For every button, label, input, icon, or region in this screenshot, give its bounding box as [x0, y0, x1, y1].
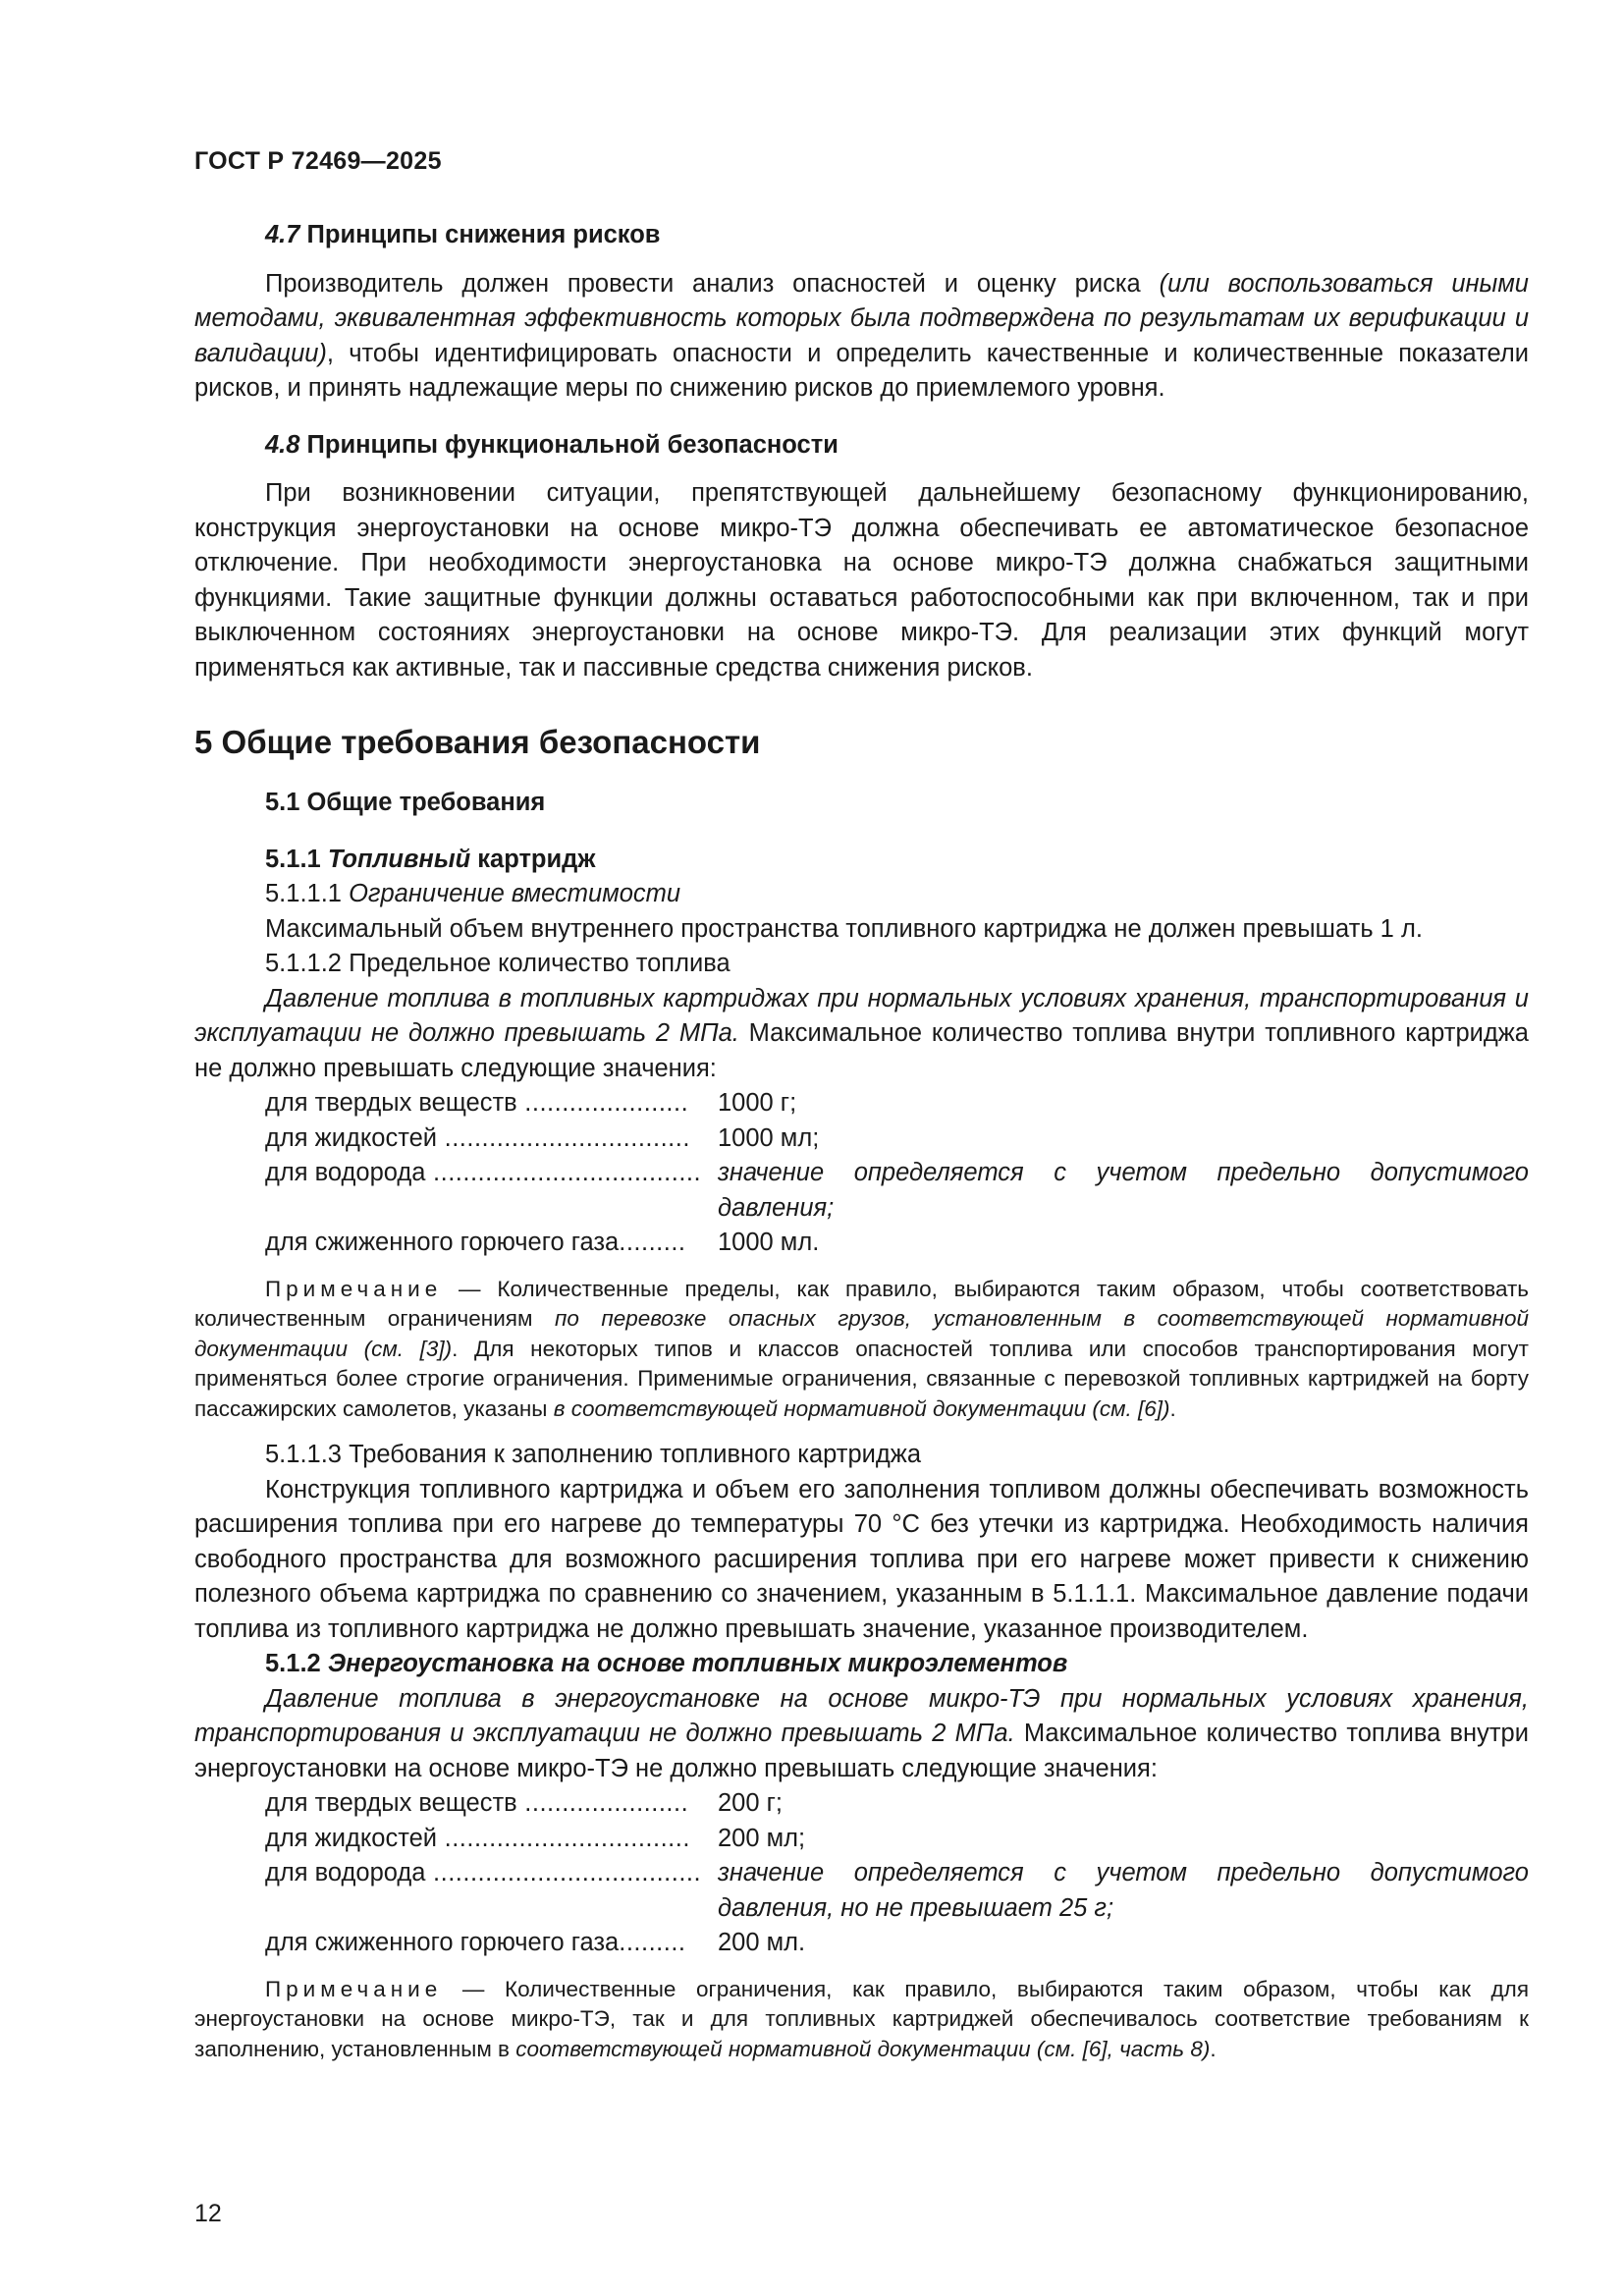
list-item-label: для твердых веществ [265, 1789, 517, 1817]
list-item [194, 1156, 1529, 1226]
section-5-1-1-2-heading: 5.1.1.2 Предельное количество топлива [265, 950, 730, 977]
italic-text-run: по перевозке опасных грузов, установленным в соответствующей нормативной документации (см. [3]) [194, 1306, 1529, 1361]
text-run: Максимальное количество топлива внутри энергоустановки на основе микро-ТЭ не должно превышать следующие значения: [194, 1720, 1529, 1782]
italic-text-run: (или воспользоваться иными методами, эквивалентная эффективность которых была подтверждена по результатам их верификации и валидации) [194, 269, 1529, 367]
leader-dots: ................................. [437, 1824, 690, 1852]
italic-text-run: в соответствующей нормативной документации (см. [6]) [553, 1395, 1170, 1421]
section-5-1-1-3-paragraph: Конструкция топливного картриджа и объем его заполнения топливом должны обеспечивать возможность расширения топлива при его нагреве до температуры 70 °С без утечки из картриджа. Необходимость наличия свободного пространства для возможного расширения топлива при его нагреве может привести к снижению полезного объема картриджа по сравнению со значением, указанным в 5.1.1.1. Максимальное давление подачи топлива из топливного картриджа не должно превышать значение, указанное производителем. [194, 1475, 1529, 1643]
page-number: 12 [194, 2200, 222, 2227]
section-5-1-1-heading [194, 843, 1529, 878]
section-5-1-1-2-paragraph [194, 982, 1529, 1087]
list-item [194, 1786, 1529, 1822]
list-item-label: для водорода [265, 1159, 426, 1186]
text-run: . [1210, 2036, 1217, 2061]
text-run: — Количественные ограничения, как правило, выбираются таким образом, чтобы как для энергоустановки на основе микро-ТЭ, так и для топливных картриджей обеспечивалось соответствие требованиям к заполнению, установленным в [194, 1976, 1529, 2061]
list-item-value: 200 г; [718, 1789, 784, 1817]
text-run: картридж [470, 845, 596, 873]
leader-dots: ...................... [516, 1089, 689, 1117]
list-item-value: 1000 мл; [718, 1123, 820, 1152]
list-item-value: значение определяется с учетом предельно допустимого давления, но не превышает 25 г; [718, 1859, 1529, 1922]
list-item-label: для сжиженного горючего газа [265, 1229, 620, 1256]
section-5-1-2-heading [194, 1647, 1529, 1682]
text-run: Максимальное количество топлива внутри топливного картриджа не должно превышать следующие значения: [194, 1019, 1529, 1082]
section-5-1-1-1-paragraph: Максимальный объем внутреннего пространства топливного картриджа не должен превышать 1 л. [265, 914, 1423, 943]
list-item-value: 1000 мл. [718, 1229, 820, 1256]
text-run: Производитель должен провести анализ опасностей и оценку риска [265, 269, 1160, 298]
list-item-label: для сжиженного горючего газа [265, 1929, 620, 1956]
list-item-label: для жидкостей [265, 1123, 438, 1152]
section-5-1-2-paragraph [194, 1682, 1529, 1787]
list-item [194, 1121, 1529, 1157]
fuel-limits-list-cartridge [194, 1086, 1529, 1261]
section-number: 5.1.1.1 [265, 880, 350, 907]
note-label: Примечание [265, 1276, 443, 1301]
section-number: 4.7 [265, 221, 300, 248]
note-label: Примечание [265, 1976, 443, 2001]
italic-text-run: Давление топлива в энергоустановке на основе микро-ТЭ при нормальных условиях хранения, транспортирования и эксплуатации не должно превышать 2 МПа. [194, 1684, 1529, 1747]
fuel-limits-list-power-unit [194, 1786, 1529, 1961]
leader-dots: ......... [619, 1229, 686, 1256]
text-run: , чтобы идентифицировать опасности и определить качественные и количественные показатели рисков, и принять надлежащие меры по снижению рисков до приемлемого уровня. [194, 339, 1529, 402]
leader-dots: ...................... [516, 1789, 689, 1817]
italic-text-run: Давление топлива в топливных картриджах при нормальных условиях хранения, транспортирования и эксплуатации не должно превышать 2 МПа. [194, 984, 1529, 1047]
document-header: ГОСТ Р 72469—2025 [194, 147, 442, 175]
section-5-1-1-3-heading: 5.1.1.3 Требования к заполнению топливного картриджа [265, 1441, 922, 1468]
page-content [194, 218, 1529, 2064]
text-run: — Количественные пределы, как правило, выбираются таким образом, чтобы соответствовать количественным ограничениям [194, 1276, 1529, 1331]
section-number: 4.8 [265, 430, 300, 459]
leader-dots: .................................... [425, 1859, 702, 1886]
italic-text-run: Ограничение вместимости [349, 880, 681, 907]
section-4-8-heading [194, 428, 1529, 464]
section-5-1-1-1-heading [194, 877, 1529, 912]
list-item-value: 200 мл; [718, 1824, 806, 1852]
note-2 [194, 1975, 1529, 2065]
section-4-7-heading [194, 218, 1529, 253]
leader-dots: ................................. [437, 1123, 690, 1152]
section-title: Принципы функциональной безопасности [299, 430, 839, 459]
leader-dots: .................................... [425, 1159, 702, 1186]
section-number: 5.1.2 [265, 1650, 328, 1677]
list-item [194, 1086, 1529, 1121]
list-item-label: для твердых веществ [265, 1089, 517, 1117]
section-4-8-paragraph: При возникновении ситуации, препятствующей дальнейшему безопасному функционированию, конструкция энергоустановки на основе микро-ТЭ должна обеспечивать ее автоматическое безопасное отключение. При необходимости энергоустановка на основе микро-ТЭ должна снабжаться защитными функциями. Такие защитные функции должны оставаться работоспособными как при включенном, так и при выключенном состояниях энергоустановки на основе микро-ТЭ. Для реализации этих функций могут применяться как активные, так и пассивные средства снижения рисков. [194, 479, 1529, 682]
list-item-value: значение определяется с учетом предельно допустимого давления; [718, 1159, 1529, 1222]
list-item [194, 1926, 1529, 1961]
list-item-label: для водорода [265, 1859, 426, 1886]
leader-dots: ......... [619, 1929, 686, 1956]
list-item-value: 200 мл. [718, 1929, 806, 1956]
text-run: . [1169, 1395, 1176, 1421]
section-title: Принципы снижения рисков [299, 221, 661, 248]
text-run: . Для некоторых типов и классов опасностей топлива или способов транспортирования могут применяться более строгие ограничения. Применимые ограничения, связанные с перевозкой топливных картриджей на борту пассажирских самолетов, указаны [194, 1336, 1529, 1421]
section-number: 5.1.1 [265, 845, 328, 873]
italic-text-run: соответствующей нормативной документации (см. [6], часть 8) [515, 2036, 1211, 2061]
list-item-value: 1000 г; [718, 1089, 797, 1117]
list-item [194, 1856, 1529, 1926]
list-item-label: для жидкостей [265, 1824, 438, 1852]
italic-text-run: Энергоустановка на основе топливных микроэлементов [327, 1650, 1068, 1677]
section-5-1-heading: 5.1 Общие требования [265, 789, 546, 816]
list-item [194, 1226, 1529, 1261]
note-1 [194, 1275, 1529, 1425]
list-item [194, 1822, 1529, 1857]
italic-text-run: Топливный [327, 845, 471, 873]
section-4-7-paragraph [194, 267, 1529, 407]
section-5-heading: 5 Общие требования безопасности [194, 724, 761, 760]
